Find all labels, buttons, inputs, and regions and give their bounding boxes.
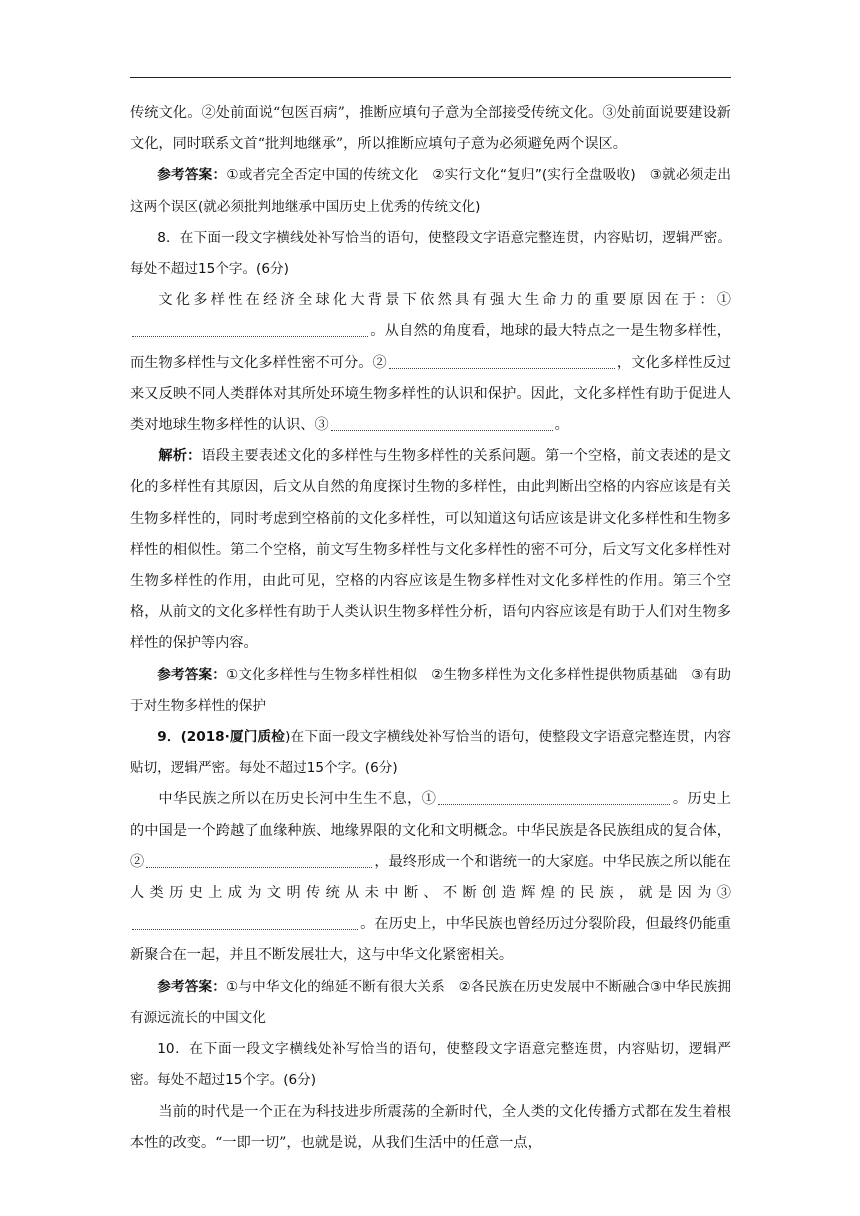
question-number: 9．(2018· [157,729,230,746]
q8-question [130,223,731,285]
q8-passage [130,285,731,441]
q8-answer [130,660,731,722]
q7-analysis-tail [130,98,731,160]
q7-analysis-line2: 要建设新文化，同时联系文首“批判地继承”，所以推断应填句子意为必须避免两个误区。 [130,105,731,153]
fill-blank-1[interactable] [132,320,368,337]
answer-label: 参考答案： [157,666,227,683]
q10-passage [130,1097,731,1159]
answer-text: ①与中华文化的绵延不断有很大关系 ②各民族在历史发展中不断融合③中华民族拥有源远流长的中国文化 [130,978,732,1026]
fill-blank-2[interactable] [389,352,615,369]
passage-text: 。从自然的角度看，地球的最大特点之一是生物多样性，而生物多样性与文化多样性密不可分。② [130,323,731,371]
question-source: 厦门质检 [229,729,286,746]
passage-text: 中华民族之所以在历史长河中生生不息，① [158,791,437,808]
header-rule [130,77,731,78]
q9-question [130,722,731,784]
analysis-text: 语段主要表述文化的多样性与生物多样性的关系问题。第一个空格，前文表述的是文化的多样性有其原因，后文从自然的角度探讨生物的多样性，由此判断出空格的内容应该是有关生物多样性的，同时考虑到空格前的文化多样性，可以知道这句话应该是讲文化多样性和生物多样性的相似性。第二个空格，前文写生物多样性与文化多样性的密不可分，后文写文化多样性对生物多样性的作用，由此可见，空格的内容应该是生物多样性对文化多样性的作用。第三个空格，从前文的文化多样性有助于人类认识生物多样性分析，语句内容应该是有助于人们对生物多样性的保护等内容。 [130,448,731,652]
q7-analysis-line1: 传统文化。②处前面说“包医百病”，推断应填句子意为全部接受传统文化。③处前面说 [130,105,674,121]
passage-text: 。在历史上，中华民族也曾经历过分裂阶段，但最终仍能重新聚合在一起，并且不断发展壮大，这与中华文化紧密相关。 [130,916,731,964]
passage-text: 。历史上的中国是一个跨越了血缘种族、地缘界限的文化和文明概念。中华民族是各民族组成的复合体，② [130,791,731,870]
passage-text: 。 [554,417,569,434]
answer-text: ①或者完全否定中国的传统文化 ②实行文化“复归”(实行全盘吸收) ③就必须走出这两个误区(就必须批判地继承中国历史上优秀的传统文化) [130,167,732,215]
fill-blank-1[interactable] [438,788,670,805]
fill-blank-3[interactable] [132,913,358,930]
passage-text: 文化多样性在经济全球化大背景下依然具有强大生命力的重要原因在于：① [158,292,731,309]
q9-answer [130,972,731,1034]
fill-blank-3[interactable] [331,414,553,431]
question-text: 8．在下面一段文字横线处补写恰当的语句，使整段文字语意完整连贯，内容贴切，逻辑严密。每处不超过15个字。(6分) [130,229,731,278]
answer-text: ①文化多样性与生物多样性相似 ②生物多样性为文化多样性提供物质基础 ③有助于对生物多样性的保护 [130,666,732,714]
question-text: )在下面一段文字横线处补写恰当的语句，使整段文字语意完整连贯，内容贴切，逻辑严密。每处不超过15个字。(6分) [130,729,732,777]
analysis-label: 解析： [158,448,202,465]
passage-text: ，文化多样性反过来又反映不同人类群体对其所处环境生物多样性的认识和保护。因此，文化多样性有助于促进人类对地球生物多样性的认识、③ [130,354,731,434]
answer-label: 参考答案： [157,978,227,995]
q9-passage [130,784,731,971]
question-text: 10．在下面一段文字横线处补写恰当的语句，使整段文字语意完整连贯，内容贴切，逻辑严密。每处不超过15个字。(6分) [130,1041,731,1089]
fill-blank-2[interactable] [146,851,372,868]
answer-label: 参考答案： [157,167,227,184]
q10-question [130,1034,731,1096]
passage-text: ，最终形成一个和谐统一的大家庭。中华民族之所以能在人类历史上成为文明传统从未中断、不断创造辉煌的民族，就是因为③ [130,853,731,902]
passage-text: 当前的时代是一个正在为科技进步所震荡的全新时代，全人类的文化传播方式都在发生着根本性的改变。“一即一切”，也就是说，从我们生活中的任意一点， [130,1103,731,1151]
q7-answer [130,160,731,222]
document-page [130,98,731,1159]
q8-analysis [130,441,731,659]
